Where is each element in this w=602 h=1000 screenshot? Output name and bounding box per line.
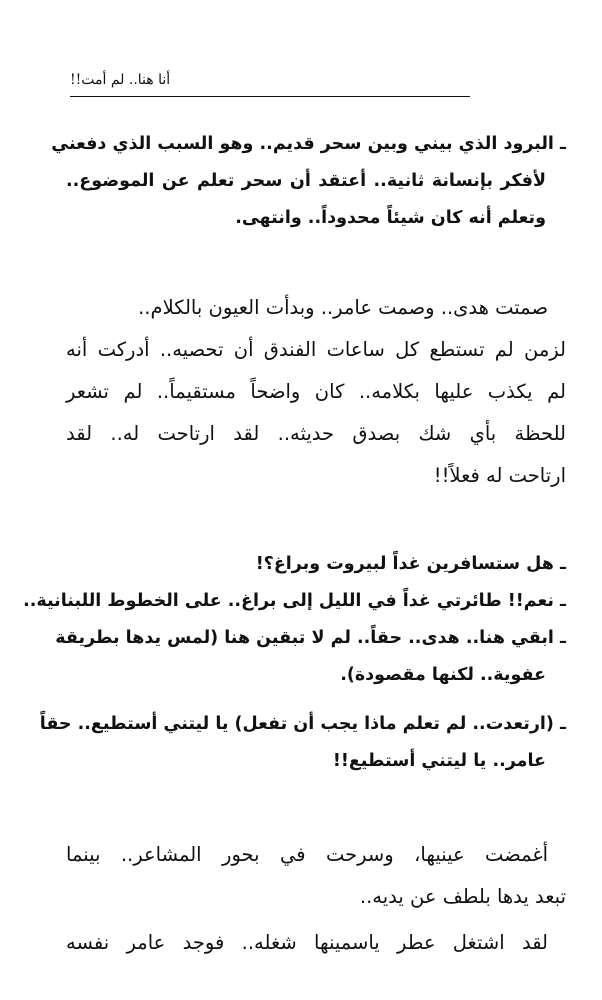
text-line: عفوية.. لكنها مقصودة). — [340, 665, 546, 685]
text-line: لقد اشتغل عطر ياسمينها شغله.. فوجد عامر نفسه — [66, 931, 548, 954]
text-line: ـ (ارتعدت.. لم تعلم ماذا يجب أن تفعل) يا ليتني أستطيع.. حقاً — [39, 714, 566, 734]
dialogue-line-4 — [55, 620, 566, 694]
dialogue-line-2 — [66, 546, 566, 583]
text-line: لزمن لم تستطع كل ساعات الفندق أن تحصيه.. أدركت أنه — [66, 338, 566, 361]
text-line: ـ هل ستسافرين غداً لبيروت وبراغ؟! — [255, 554, 566, 574]
text-line: وتعلم أنه كان شيئاً محدوداً.. وانتهى. — [235, 208, 546, 228]
dialogue-line-5 — [39, 706, 566, 780]
paragraph-narration-1 — [66, 287, 566, 497]
text-line: ـ البرود الذي بيني وبين سحر قديم.. وهو السبب الذي دفعني — [51, 134, 566, 154]
text-line: ـ نعم!! طائرتي غداً في الليل إلى براغ.. على الخطوط اللبنانية.. — [23, 591, 566, 611]
running-header: أنا هنا.. لم أمت!! — [70, 72, 171, 88]
text-line: ـ ابقي هنا.. هدى.. حقاً.. لم لا تبقين هنا (لمس يدها بطريقة — [55, 628, 566, 648]
text-line: للحظة بأي شك بصدق حديثه.. لقد ارتاحت له.. لقد — [66, 422, 566, 445]
paragraph-dialogue-1 — [51, 126, 566, 237]
paragraph-narration-2 — [66, 834, 566, 918]
text-line: صمتت هدى.. وصمت عامر.. وبدأت العيون بالكلام.. — [138, 296, 548, 319]
paragraph-narration-3 — [66, 922, 566, 964]
text-line: ارتاحت له فعلاً!! — [433, 464, 566, 487]
text-line: عامر.. يا ليتني أستطيع!! — [332, 751, 546, 771]
text-line: تبعد يدها بلطف عن يديه.. — [359, 885, 566, 908]
header-rule — [70, 96, 470, 97]
text-line: لأفكر بإنسانة ثانية.. أعتقد أن سحر تعلم عن الموضوع.. — [66, 171, 546, 191]
dialogue-line-3 — [23, 583, 566, 620]
text-line: لم يكذب عليها بكلامه.. كان واضحاً مستقيماً.. لم تشعر — [66, 380, 566, 403]
text-line: أغمضت عينيها، وسرحت في بحور المشاعر.. بينما — [66, 843, 548, 866]
